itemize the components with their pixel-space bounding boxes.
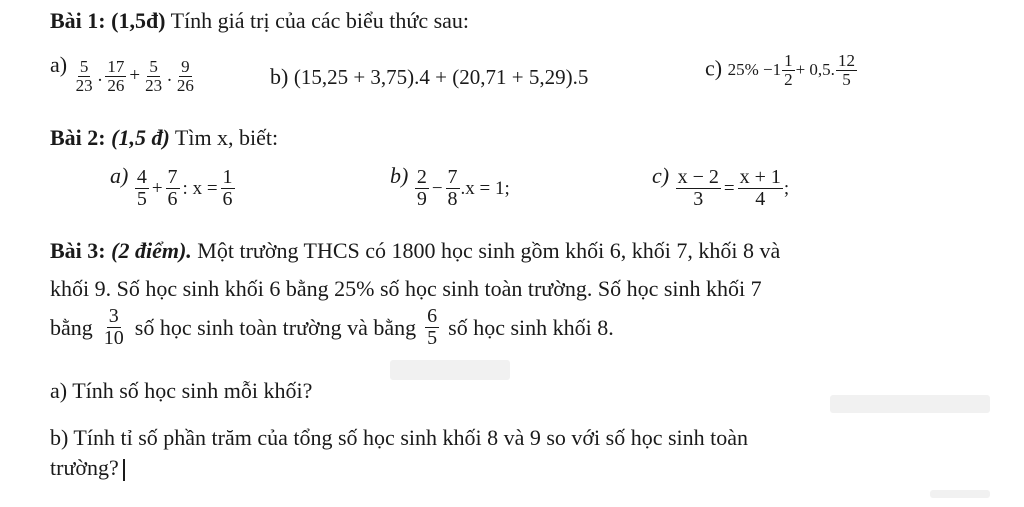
bai1-part-a xyxy=(50,52,197,95)
bai3-question-a xyxy=(50,378,312,404)
fraction: $\frac{6}{5}$ xyxy=(427,305,438,349)
background-artifact xyxy=(830,395,990,413)
bai3-heading: Bài 3: xyxy=(50,238,106,263)
bai2-c-label: c) xyxy=(652,163,670,188)
fraction: $\frac{x + 1}{4}$ xyxy=(739,166,781,210)
bai2-part-c xyxy=(652,163,789,210)
bai1-prompt: Tính giá trị của các biểu thức sau: xyxy=(170,8,470,33)
bai3-line-1 xyxy=(50,238,780,264)
bai3-points: (2 điểm). xyxy=(111,238,192,263)
fraction: $\frac{4}{5}$ xyxy=(136,166,147,210)
bai1-a-expression: $\frac{5}{23}$ . $\frac{17}{26}$ + $\frac{5}{23}$ . $\frac{9}{26}$ xyxy=(75,57,194,95)
bai2-a-label: a) xyxy=(110,163,129,188)
bai1-heading: Bài 1: xyxy=(50,8,106,33)
bai2-a-expression: $\frac{4}{5}$ + $\frac{7}{6}$ : x = $\frac{1}{6}$ xyxy=(136,166,233,210)
bai2-b-label: b) xyxy=(390,163,409,188)
fraction: $\frac{7}{6}$ xyxy=(167,166,178,210)
bai2-header xyxy=(50,125,278,151)
bai1-header xyxy=(50,8,469,34)
fraction: $\frac{3}{10}$ xyxy=(103,305,124,349)
bai1-part-c xyxy=(705,52,858,89)
bai3-qb-text-2: trường? xyxy=(50,455,119,480)
bai1-part-b xyxy=(270,64,588,90)
fraction: $\frac{x - 2}{3}$ xyxy=(677,166,719,210)
fraction: $\frac{7}{8}$ xyxy=(447,166,458,210)
fraction: $\frac{2}{9}$ xyxy=(416,166,427,210)
fraction: $\frac{5}{23}$ xyxy=(75,57,93,95)
background-artifact xyxy=(390,360,510,380)
bai2-prompt: Tìm x, biết: xyxy=(174,125,279,150)
bai3-line-2 xyxy=(50,276,762,302)
fraction: $\frac{12}{5}$ xyxy=(837,51,855,89)
fraction: $\frac{9}{26}$ xyxy=(176,57,194,95)
fraction: $\frac{1}{6}$ xyxy=(222,166,233,210)
bai1-points: (1,5đ) xyxy=(111,8,166,33)
bai2-b-expression: $\frac{2}{9}$ − $\frac{7}{8}$ .x = 1; xyxy=(416,166,510,210)
bai3-line-3 xyxy=(50,306,614,349)
bai3-question-b-line-1 xyxy=(50,425,748,451)
bai2-points: (1,5 đ) xyxy=(111,125,170,150)
bai1-a-label: a) xyxy=(50,52,68,77)
background-artifact xyxy=(930,490,990,498)
bai2-heading: Bài 2: xyxy=(50,125,106,150)
bai3-qb-text-1: b) Tính tỉ số phần trăm của tổng số học sinh khối 8 và 9 so với số học sinh toàn xyxy=(50,425,749,450)
bai1-b-label: b) xyxy=(270,64,289,89)
bai3-text-1: Một trường THCS có 1800 học sinh gồm khối 6, khối 7, khối 8 và xyxy=(197,238,781,263)
bai2-part-b xyxy=(390,163,510,210)
fraction: $\frac{17}{26}$ xyxy=(107,57,125,95)
bai3-question-b-line-2[interactable] xyxy=(50,455,125,481)
bai1-c-label: c) xyxy=(705,55,723,81)
bai1-c-expression: 25% − 1 $\frac{1}{2}$ + 0,5. $\frac{12}{5}$ xyxy=(727,51,855,89)
fraction: $\frac{5}{23}$ xyxy=(145,57,163,95)
text-cursor xyxy=(123,459,125,481)
fraction: $\frac{1}{2}$ xyxy=(784,51,793,89)
bai3-text-3b: số học sinh toàn trường và bằng xyxy=(134,314,417,340)
bai3-qa-text: a) Tính số học sinh mỗi khối? xyxy=(50,378,313,403)
bai2-part-a xyxy=(110,163,236,210)
bai3-text-2: khối 9. Số học sinh khối 6 bằng 25% số học sinh toàn trường. Số học sinh khối 7 xyxy=(50,276,762,301)
bai3-text-3c: số học sinh khối 8. xyxy=(448,314,614,340)
bai2-c-expression: $\frac{x - 2}{3}$ = $\frac{x + 1}{4}$ ; xyxy=(677,166,790,210)
bai1-b-expression: (15,25 + 3,75).4 + (20,71 + 5,29).5 xyxy=(293,65,589,89)
bai3-text-3a: bằng xyxy=(50,314,93,340)
